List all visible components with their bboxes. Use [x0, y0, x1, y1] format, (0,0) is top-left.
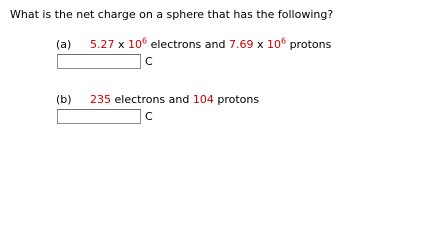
part-b-unit: C: [145, 110, 153, 123]
part-a-protons-value: 7.69 x $10^6$: [228, 36, 287, 51]
part-b-answer-input[interactable]: [57, 109, 141, 124]
part-b-electrons-word: electrons and: [114, 93, 190, 106]
part-b-statement: [90, 93, 259, 106]
part-b-protons-word: protons: [217, 93, 260, 106]
part-a-statement: [90, 38, 331, 51]
part-b-electrons-value: 235: [90, 93, 111, 106]
part-a-answer-input[interactable]: [57, 54, 141, 69]
part-b-protons-value: 104: [192, 93, 214, 106]
part-a-electrons-value: 5.27 x $10^6$: [90, 36, 148, 51]
part-a-protons-word: protons: [289, 38, 332, 51]
part-a-label: (a): [56, 38, 72, 51]
part-a-unit: C: [145, 55, 153, 68]
part-a-electrons-word: electrons and: [150, 38, 226, 51]
question-text: What is the net charge on a sphere that has the following?: [10, 8, 334, 21]
part-b-label: (b): [56, 93, 72, 106]
